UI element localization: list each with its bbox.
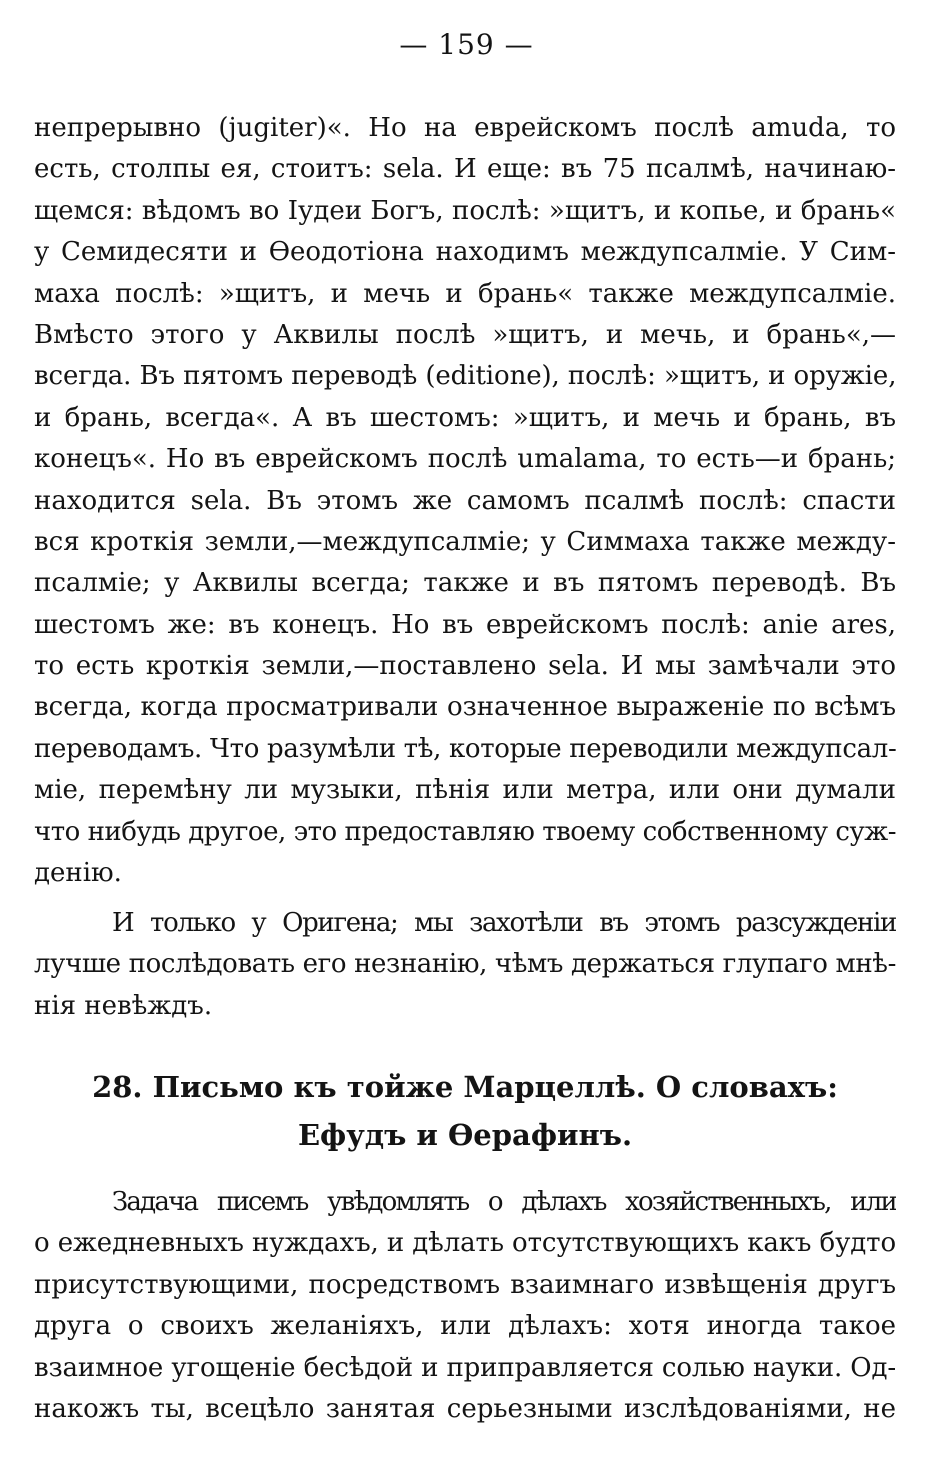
heading-line: Ефудъ и Ѳерафинъ.: [297, 1118, 633, 1152]
paragraph: [34, 903, 896, 1027]
text-line: Вмѣсто этого у Аквилы послѣ »щитъ, и мечь, и брань«,—: [34, 319, 896, 350]
text-line: псалміе; у Аквилы всегда; также и въ пятомъ переводѣ. Въ: [34, 568, 896, 599]
text-line: взаимное угощеніе бесѣдой и приправляется солью науки. Од-: [34, 1352, 896, 1383]
text-line: непрерывно (jugiter)«. Но на еврейскомъ послѣ amuda, то: [34, 113, 896, 143]
text-line: всегда, когда просматривали означенное выраженіе по всѣмъ: [34, 692, 896, 723]
text-line: маха послѣ: »щитъ, и мечь и брань« также междупсалміе.: [34, 278, 896, 309]
text-line: находится sela. Въ этомъ же самомъ псалмѣ послѣ: спасти: [34, 485, 896, 516]
text-line: у Семидесяти и Ѳеодотіона находимъ междупсалміе. У Сим-: [34, 237, 896, 268]
text-line: Задача писемъ увѣдомлять о дѣлахъ хозяйственныхъ, или: [112, 1187, 896, 1217]
text-line: конецъ«. Но въ еврейскомъ послѣ umalama, то есть—и брань;: [34, 444, 896, 475]
text-line: друга о своихъ желаніяхъ, или дѣлахъ: хотя иногда такое: [34, 1311, 896, 1342]
text-line: шестомъ же: въ конецъ. Но въ еврейскомъ послѣ: anie ares,: [34, 609, 896, 640]
text-line: міе, перемѣну ли музыки, пѣнія или метра, или они думали: [34, 775, 896, 806]
heading-line: 28. Письмо къ тойже Марцеллѣ. О словахъ:: [92, 1070, 838, 1104]
text-line: И только у Оригена; мы захотѣли въ этомъ разсужденіи: [112, 908, 896, 938]
text-line: щемся: вѣдомъ во Іудеи Богъ, послѣ: »щитъ, и копье, и брань«: [34, 195, 896, 226]
text-line: есть, столпы ея, стоитъ: sela. И еще: въ 75 псалмѣ, начинаю-: [34, 154, 896, 185]
text-line: переводамъ. Что разумѣли тѣ, которые переводили междупсал-: [34, 733, 896, 764]
text-line: и брань, всегда«. А въ шестомъ: »щитъ, и мечь и брань, въ: [34, 402, 896, 433]
paragraph: [34, 1182, 896, 1430]
text-line: всегда. Въ пятомъ переводѣ (editione), послѣ: »щитъ, и оружіе,: [34, 361, 896, 392]
text-line: присутствующими, посредствомъ взаимнаго извѣщенія другъ: [34, 1269, 896, 1300]
text-line: денію.: [34, 858, 122, 889]
text-line: что нибудь другое, это предоставляю твоему собственному суж-: [34, 816, 896, 847]
text-line: то есть кроткія земли,—поставлено sela. И мы замѣчали это: [34, 651, 896, 682]
text-line: нія невѣждъ.: [34, 990, 213, 1021]
text-line: вся кроткія земли,—междупсалміе; у Симмаха также между-: [34, 526, 896, 557]
page-number: — 159 —: [399, 28, 534, 61]
paragraph: [34, 108, 896, 894]
text-line: накожъ ты, всецѣло занятая серьезными изслѣдованіями, не: [34, 1393, 896, 1424]
section-heading: [34, 1063, 896, 1159]
text-line: лучше послѣдовать его незнанію, чѣмъ держаться глупаго мнѣ-: [34, 949, 896, 980]
text-line: о ежедневныхъ нуждахъ, и дѣлать отсутствующихъ какъ будто: [34, 1228, 896, 1259]
